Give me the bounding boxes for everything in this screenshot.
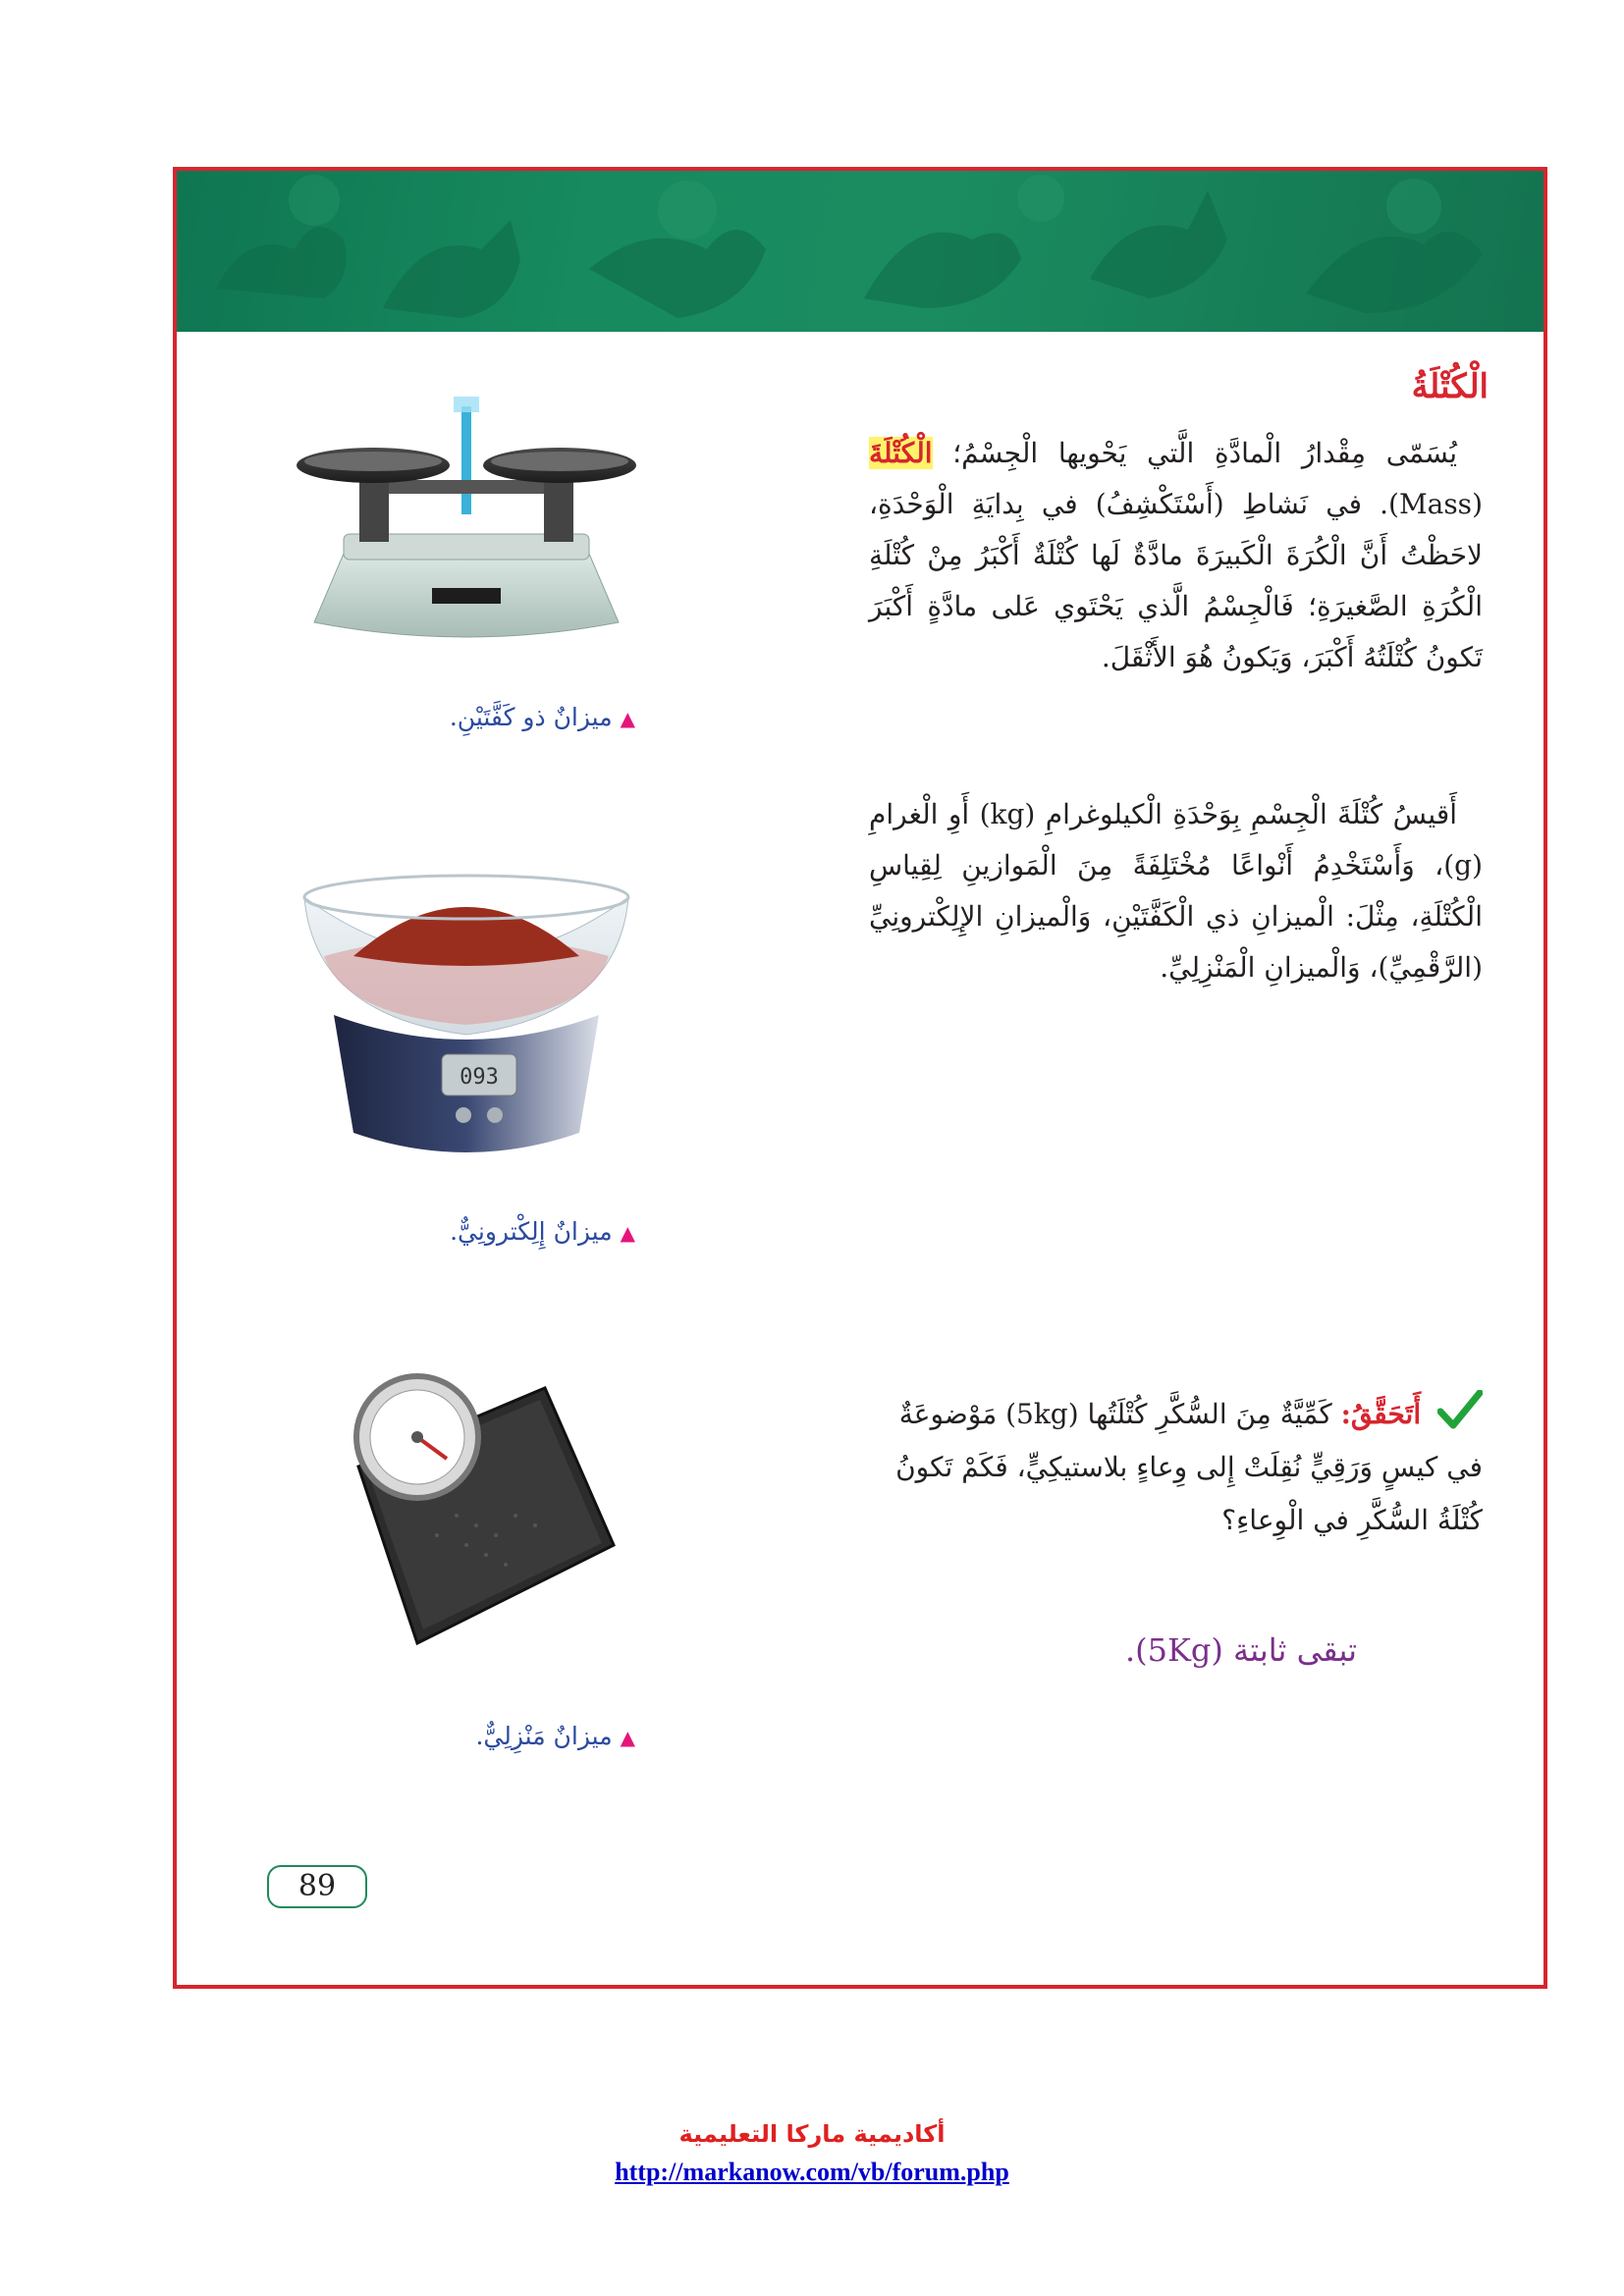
check-text: كَمِّيَّةٌ مِنَ السُّكَّرِ كُتْلَتُها (5kg) مَوْضوعَةٌ في كيسٍ وَرَقِيٍّ نُقِلَتْ إِلى وِعاءٍ بلاستيكِيٍّ، فَكَمْ تَكونُ كُتْلَةُ السُّكَّرِ في الْوِعاءِ؟ — [895, 1398, 1483, 1536]
footer-link[interactable]: http://markanow.com/vb/forum.php — [615, 2158, 1009, 2186]
caption-balance-scale — [450, 703, 635, 731]
page-number: 89 — [267, 1865, 367, 1908]
textbook-page — [173, 167, 1547, 1989]
triangle-marker-icon: ▲ — [620, 1221, 635, 1245]
checkmark-icon — [1437, 1390, 1483, 1429]
footer-title: أكاديمية ماركا التعليمية — [678, 2120, 946, 2148]
scale-display-reading: 093 — [460, 1065, 499, 1090]
paragraph-1-intro: يُسَمّى مِقْدارُ الْمادَّةِ الَّتي يَحْويها الْجِسْمُ؛ — [952, 437, 1457, 469]
paragraph-mass-units — [869, 789, 1483, 993]
home-scale-image — [299, 1349, 633, 1673]
balance-scale-image — [285, 367, 648, 662]
check-title: أَتَحَقَّقُ: — [1340, 1398, 1422, 1430]
check-question — [869, 1388, 1483, 1547]
highlighted-term-mass: الْكُتْلَةَ — [869, 437, 933, 469]
caption-home-scale — [475, 1722, 635, 1750]
electronic-scale-image — [295, 819, 638, 1172]
caption-electronic-text: ميزانٌ إِلِكْترونِيٌّ. — [450, 1217, 613, 1246]
paragraph-1-body: (Mass). في نَشاطِ (أَسْتَكْشِفُ) في بِدايَةِ الْوَحْدَةِ، لاحَظْتُ أَنَّ الْكُرَةَ الْكَبيرَةَ مادَّةٌ لَها كُتْلَةٌ أَكْبَرُ مِنْ كُتْلَةِ الْكُرَةِ الصَّغيرَةِ؛ فَالْجِسْمُ الَّذي يَحْتَوي عَلى مادَّةٍ أَكْبَرَ تَكونُ كُتْلَتُهُ أَكْبَرَ، وَيَكونُ هُوَ الأَثْقَلَ. — [869, 488, 1483, 673]
caption-electronic-scale — [450, 1217, 635, 1246]
paragraph-mass-definition — [869, 428, 1483, 683]
triangle-marker-icon: ▲ — [620, 707, 635, 730]
paragraph-2-body: أَقيسُ كُتْلَةَ الْجِسْمِ بِوَحْدَةِ الْكيلوغرامِ (kg) أَوِ الْغرامِ (g)، وَأَسْتَخْدِمُ أَنْواعًا مُخْتَلِفَةً مِنَ الْمَوازينِ لِقِياسِ الْكُتْلَةِ، مِثْلَ: الْميزانِ ذي الْكَفَّتَيْنِ، وَالْميزانِ الإِلِكْترونِيِّ (الرَّقْمِيِّ)، وَالْميزانِ الْمَنْزِلِيِّ. — [869, 798, 1483, 984]
caption-balance-text: ميزانٌ ذو كَفَّتَيْنِ. — [449, 703, 613, 731]
caption-home-text: ميزانٌ مَنْزِلِيٌّ. — [475, 1722, 613, 1750]
header-banner — [177, 171, 1543, 332]
check-answer: تبقى ثابتة (5Kg). — [1124, 1631, 1357, 1669]
triangle-marker-icon: ▲ — [620, 1726, 635, 1749]
section-title: الْكُتْلَةُ — [1411, 367, 1489, 406]
banner-animal-pattern — [177, 171, 1543, 332]
